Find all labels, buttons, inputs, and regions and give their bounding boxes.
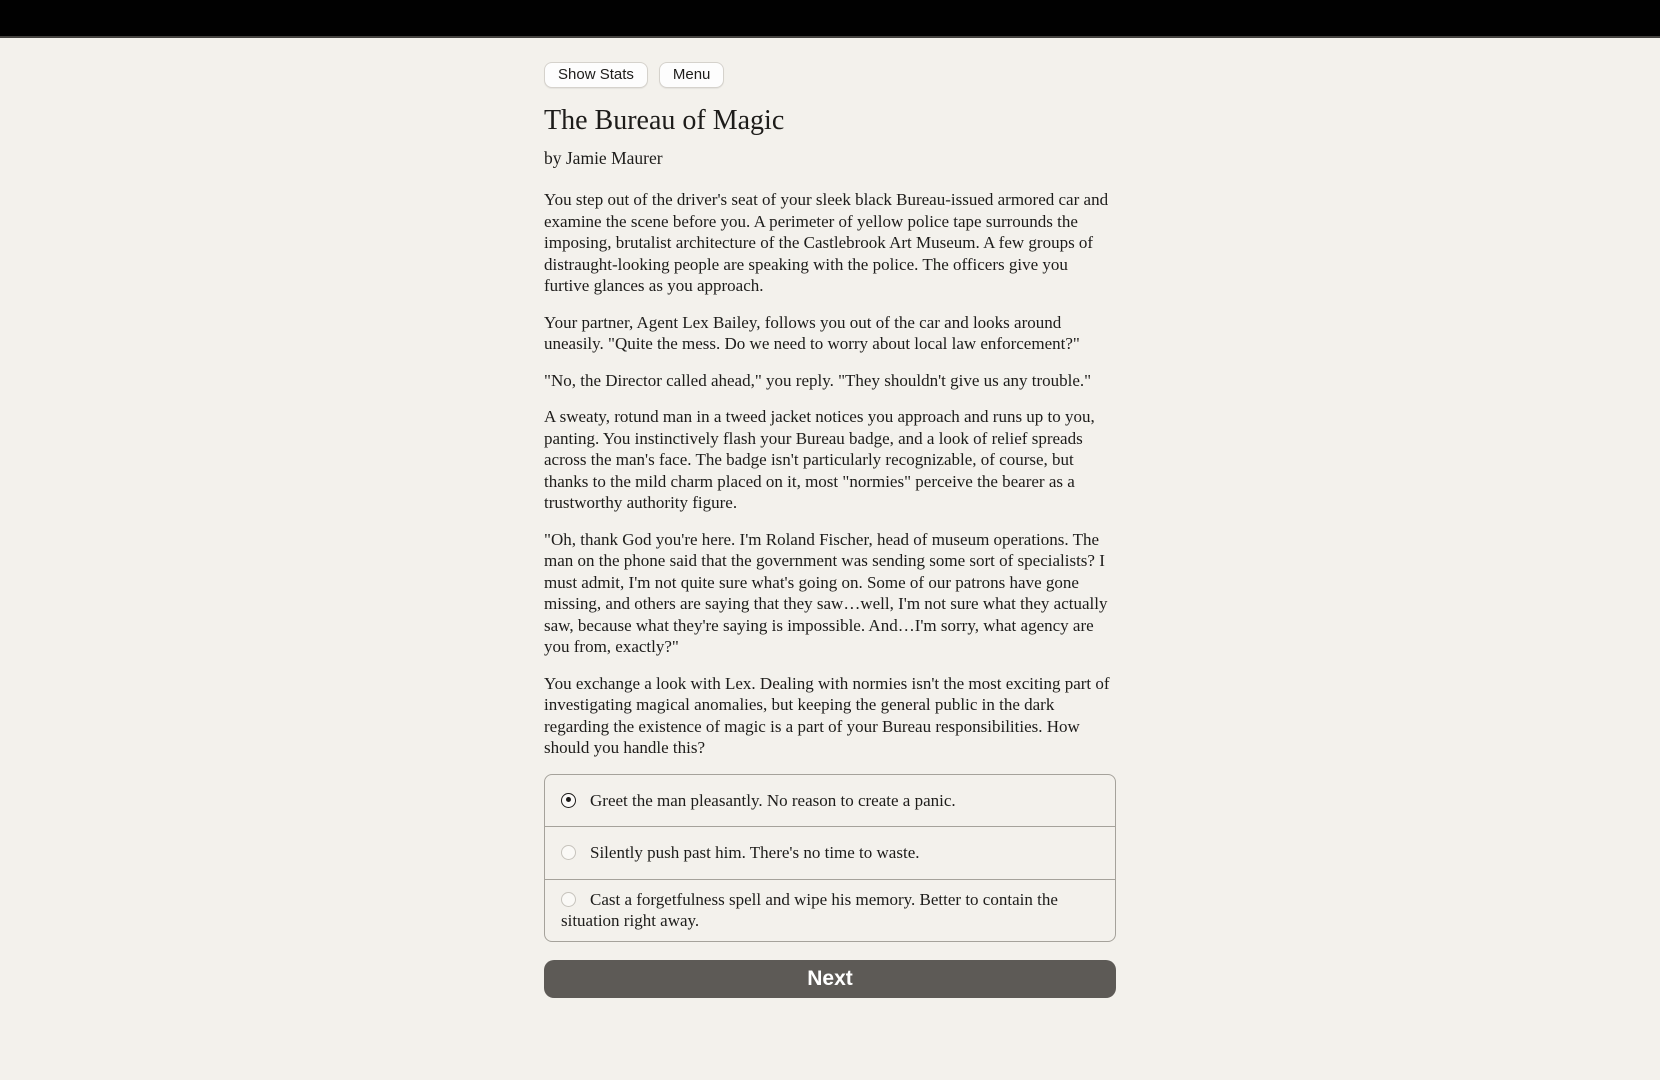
top-letterbox-bar (0, 0, 1660, 38)
choice-option[interactable] (545, 879, 1115, 941)
story-paragraph: "Oh, thank God you're here. I'm Roland Fischer, head of museum operations. The man on the phone said that the government was sending some sort of specialists? I must admit, I'm not quite sure what's going on. Some of our patrons have gone missing, and others are saying that they saw…well, I'm not sure what they actually saw, because what they're saying is impossible. And…I'm sorry, what agency are you from, exactly?" (544, 529, 1108, 656)
radio-button-icon[interactable] (561, 845, 576, 860)
story-paragraph: A sweaty, rotund man in a tweed jacket notices you approach and runs up to you, panting. You instinctively flash your Bureau badge, and a look of relief spreads across the man's face. The badge isn't particularly recognizable, of course, but thanks to the mild charm placed on it, most "normies" perceive the bearer as a trustworthy authority figure. (544, 407, 1095, 512)
choice-option-label[interactable]: Silently push past him. There's no time to waste. (590, 843, 920, 862)
next-button[interactable]: Next (544, 960, 1116, 998)
show-stats-button[interactable]: Show Stats (544, 62, 648, 88)
story-paragraph: Your partner, Agent Lex Bailey, follows you out of the car and looks around uneasily. "Quite the mess. Do we need to worry about local law enforcement?" (544, 312, 1080, 353)
story-paragraph: You exchange a look with Lex. Dealing with normies isn't the most exciting part of investigating magical anomalies, but keeping the general public in the dark regarding the existence of magic is a part of your Bureau responsibilities. How should you handle this? (544, 673, 1110, 757)
story-paragraph: "No, the Director called ahead," you reply. "They shouldn't give us any trouble." (544, 370, 1092, 390)
game-content-column (544, 38, 1116, 998)
choice-option-label[interactable]: Cast a forgetfulness spell and wipe his memory. Better to contain the situation right away. (561, 889, 1058, 930)
menu-button[interactable]: Menu (659, 62, 725, 88)
choice-option[interactable] (545, 775, 1115, 827)
choice-list (544, 774, 1116, 942)
choice-option[interactable] (545, 826, 1115, 879)
author-byline: by Jamie Maurer (544, 148, 663, 168)
story-paragraph: You step out of the driver's seat of your sleek black Bureau-issued armored car and examine the scene before you. A perimeter of yellow police tape surrounds the imposing, brutalist architecture of the Castlebrook Art Museum. A few groups of distraught-looking people are speaking with the police. The officers give you furtive glances as you approach. (544, 190, 1109, 295)
choice-option-label[interactable]: Greet the man pleasantly. No reason to create a panic. (590, 790, 956, 810)
radio-button-icon[interactable] (561, 892, 576, 907)
radio-button-icon[interactable] (561, 793, 576, 808)
page-title: The Bureau of Magic (544, 105, 785, 136)
game-toolbar (544, 38, 1116, 88)
